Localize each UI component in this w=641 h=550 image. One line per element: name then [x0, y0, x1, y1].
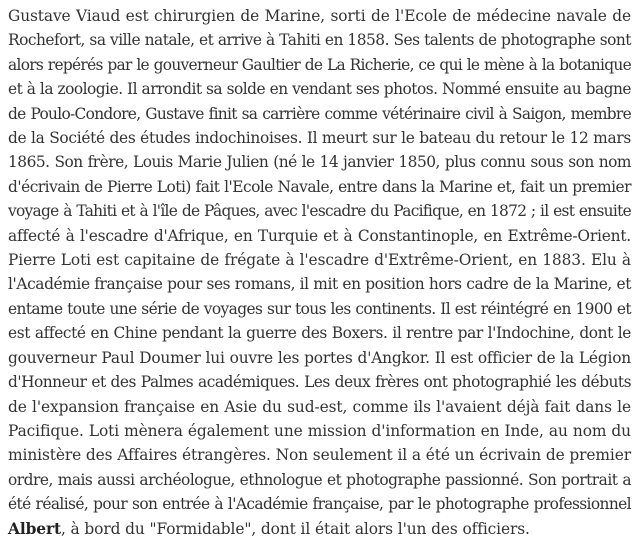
photographer-name: Albert: [8, 519, 61, 538]
text-line-20: ordre, mais aussi archéologue, ethnologue et photographe passionné. Son portrait a: [8, 470, 631, 489]
text-line-1: Gustave Viaud est chirurgien de Marine, sorti de l'Ecole de médecine navale de: [8, 7, 631, 25]
text-line-19: ministère des Affaires étrangères. Non seulement il a été un écrivain de premier: [8, 446, 631, 465]
text-line-21: été réalisé, pour son entrée à l'Académie française, par le photographe professionnel: [8, 495, 631, 514]
text-line-13: entame toute une série de voyages sur tous les continents. Il est réintégré en 1900 et: [8, 299, 631, 318]
text-line-11: Pierre Loti est capitaine de frégate à l'escadre d'Extrême-Orient, en 1883. Elu à: [8, 251, 631, 270]
text-line-4: et à la zoologie. Il arrondit sa solde en vendant ses photos. Nommé ensuite au bagne: [8, 80, 631, 99]
text-line-14: est affecté en Chine pendant la guerre des Boxers. il rentre par l'Indochine, dont le: [8, 324, 631, 343]
text-line-8: d'écrivain de Pierre Loti) fait l'Ecole Navale, entre dans la Marine et, fait un premier: [8, 177, 631, 196]
text-line-17: de l'expansion française en Asie du sud-est, comme ils l'avaient déjà fait dans le: [8, 397, 631, 416]
text-line-9: voyage à Tahiti et à l'île de Pâques, avec l'escadre du Pacifique, en 1872 ; il est ensuite: [8, 202, 631, 221]
paragraph: [8, 0, 633, 541]
text-line-2: Rochefort, sa ville natale, et arrive à Tahiti en 1858. Ses talents de photographe sont: [8, 31, 631, 50]
text-line-15: gouverneur Paul Doumer lui ouvre les portes d'Angkor. Il est officier de la Légion: [8, 348, 631, 367]
text-line-10: affecté à l'escadre d'Afrique, en Turquie et à Constantinople, en Extrême-Orient.: [8, 226, 631, 245]
text-line-7: 1865. Son frère, Louis Marie Julien (né le 14 janvier 1850, plus connu sous son nom: [8, 153, 631, 172]
text-line-5: de Poulo-Condore, Gustave finit sa carrière comme vétérinaire civil à Saigon, membre: [8, 104, 631, 123]
text-line-3: alors repérés par le gouverneur Gaultier de La Richerie, ce qui le mène à la botanique: [8, 55, 631, 74]
final-line-rest: , à bord du "Formidable", dont il était alors l'un des officiers.: [60, 519, 530, 538]
text-line-16: d'Honneur et des Palmes académiques. Les deux frères ont photographié les débuts: [8, 373, 631, 392]
text-line-18: Pacifique. Loti mènera également une mission d'information en Inde, au nom du: [8, 421, 631, 440]
text-line-12: l'Académie française pour ses romans, il mit en position hors cadre de la Marine, et: [8, 275, 631, 294]
text-line-6: de la Société des études indochinoises. Il meurt sur le bateau du retour le 12 mars: [8, 129, 631, 148]
text-line-22: [8, 517, 631, 541]
